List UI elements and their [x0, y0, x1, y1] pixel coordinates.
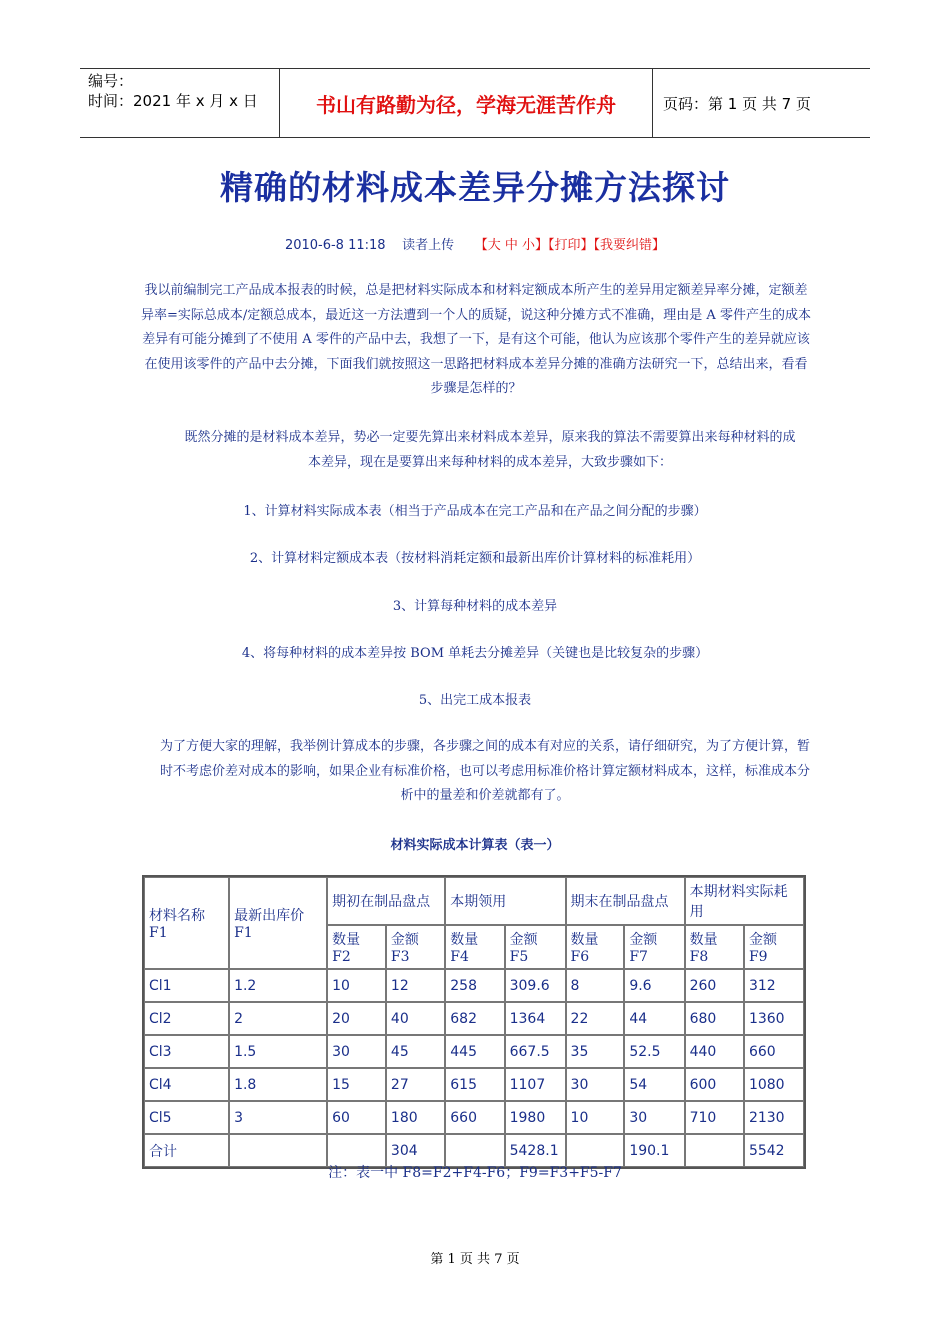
step-5: 5、出完工成本报表	[418, 693, 532, 708]
table-cell: 440	[685, 1035, 744, 1068]
page-header	[80, 68, 870, 138]
page-footer: 第 1 页 共 7 页	[430, 1252, 520, 1267]
table-cell: 5542	[744, 1134, 804, 1167]
table-cell: 2	[229, 1002, 327, 1035]
table-cell: 1080	[744, 1068, 804, 1101]
report-error-link[interactable]: 【我要纠错】	[593, 238, 666, 253]
header-closing-wip: 期末在制品盘点	[566, 877, 685, 925]
table-cell: 600	[685, 1068, 744, 1101]
table-cell: 667.5	[505, 1035, 566, 1068]
table-cell: 1.2	[229, 969, 327, 1002]
header-cell: 金额 F3	[386, 925, 445, 969]
table-cell: 1980	[505, 1101, 566, 1134]
number-label: 编号：	[88, 72, 134, 90]
table-cell: 合计	[144, 1134, 229, 1167]
table-cell: 9.6	[624, 969, 684, 1002]
paragraph-3: 为了方便大家的理解，我举例计算成本的步骤，各步骤之间的成本有对应的关系，请仔细研究，为了方便计算，暂时不考虑价差对成本的影响，如果企业有标准价格，也可以考虑用标准价格计算定额材料成本，这样，标准成本分析中的量差和价差就都有了。	[160, 739, 811, 803]
table-cell: 44	[624, 1002, 684, 1035]
table-cell: 260	[685, 969, 744, 1002]
table-cell: 3	[229, 1101, 327, 1134]
header-actual-usage: 本期材料实际耗用	[685, 877, 804, 925]
table-cell: 27	[386, 1068, 445, 1101]
table-cell: 660	[445, 1101, 504, 1134]
table-cell: 10	[327, 969, 386, 1002]
step-1: 1、计算材料实际成本表（相当于产品成本在完工产品和在产品之间分配的步骤）	[243, 504, 707, 519]
table-row	[144, 1002, 804, 1035]
table-cell: 30	[566, 1068, 625, 1101]
table-cell: 5428.1	[505, 1134, 566, 1167]
table-cell: 190.1	[624, 1134, 684, 1167]
table-cell: 258	[445, 969, 504, 1002]
table-cell: Cl4	[144, 1068, 229, 1101]
article-source: 读者上传	[402, 238, 455, 253]
table-cell: 54	[624, 1068, 684, 1101]
step-2: 2、计算材料定额成本表（按材料消耗定额和最新出库价计算材料的标准耗用）	[249, 551, 701, 566]
paragraph-1: 我以前编制完工产品成本报表的时候，总是把材料实际成本和材料定额成本所产生的差异用定额差异率分摊，定额差异率=实际总成本/定额总成本，最近这一方法遭到一个人的质疑，说这种分摊方式不准确，理由是 A 零件产生的成本差异有可能分摊到了不使用 A 零件的产品中去，我想了一下，是有这个可能，他认为应该那个零件产生的差异就应该在使用该零件的产品中去分摊，下面我们就按照这一思路把材料成本差异分摊的准确方法研究一下，总结出来，看看步骤是怎样的？	[141, 283, 811, 396]
header-cell: 数量 F4	[445, 925, 504, 969]
table-cell: 35	[566, 1035, 625, 1068]
header-period-issue: 本期领用	[445, 877, 565, 925]
font-size-links[interactable]: 【大 中 小】	[474, 238, 549, 253]
table-cell: 615	[445, 1068, 504, 1101]
table-cell: 15	[327, 1068, 386, 1101]
table-row	[144, 1068, 804, 1101]
table-cell: 2130	[744, 1101, 804, 1134]
article-meta	[0, 234, 950, 253]
step-3: 3、计算每种材料的成本差异	[392, 599, 558, 614]
table-header-row	[144, 877, 804, 925]
material-cost-table	[142, 875, 806, 1169]
header-cell: 金额 F9	[744, 925, 804, 969]
header-cell: 数量 F6	[566, 925, 625, 969]
table-cell: 1360	[744, 1002, 804, 1035]
table-row	[144, 1035, 804, 1068]
table-row	[144, 969, 804, 1002]
paragraph-2: 既然分摊的是材料成本差异，势必一定要先算出来材料成本差异，原来我的算法不需要算出来每种材料的成本差异，现在是要算出来每种材料的成本差异，大致步骤如下：	[184, 430, 796, 470]
table-cell: 445	[445, 1035, 504, 1068]
table-cell: 8	[566, 969, 625, 1002]
table-cell: 660	[744, 1035, 804, 1068]
article-date: 2010-6-8 11:18	[284, 238, 386, 253]
table-row	[144, 1101, 804, 1134]
table-cell: 682	[445, 1002, 504, 1035]
table-note: 注：表一中 F8=F2+F4-F6；F9=F3+F5-F7	[328, 1165, 622, 1181]
header-cell: 数量 F8	[685, 925, 744, 969]
table-cell: 1107	[505, 1068, 566, 1101]
table-cell: 10	[566, 1101, 625, 1134]
table-cell: 20	[327, 1002, 386, 1035]
time-label: 时间：2021 年 x 月 x 日	[88, 92, 258, 110]
table-cell: 52.5	[624, 1035, 684, 1068]
table-cell: Cl3	[144, 1035, 229, 1068]
table-cell: 680	[685, 1002, 744, 1035]
header-cell: 金额 F7	[624, 925, 684, 969]
table-cell: 22	[566, 1002, 625, 1035]
header-latest-price: 最新出库价 F1	[229, 877, 327, 969]
article-title: 精确的材料成本差异分摊方法探讨	[220, 168, 730, 207]
table-cell: 312	[744, 969, 804, 1002]
header-cell: 金额 F5	[505, 925, 566, 969]
table-cell: 304	[386, 1134, 445, 1167]
step-4: 4、将每种材料的成本差异按 BOM 单耗去分摊差异（关键也是比较复杂的步骤）	[241, 646, 709, 661]
print-link[interactable]: 【打印】	[548, 238, 594, 253]
table-cell: Cl2	[144, 1002, 229, 1035]
table-cell: 60	[327, 1101, 386, 1134]
table-cell: 1.8	[229, 1068, 327, 1101]
table-cell: Cl5	[144, 1101, 229, 1134]
table-cell: 710	[685, 1101, 744, 1134]
table-cell: 12	[386, 969, 445, 1002]
header-cell: 数量 F2	[327, 925, 386, 969]
table-cell: 45	[386, 1035, 445, 1068]
table-cell: Cl1	[144, 969, 229, 1002]
header-opening-wip: 期初在制品盘点	[327, 877, 445, 925]
table-caption: 材料实际成本计算表（表一）	[390, 838, 560, 853]
table-cell: 309.6	[505, 969, 566, 1002]
header-motto: 书山有路勤为径，学海无涯苦作舟	[280, 69, 653, 137]
header-page-info: 页码：第 1 页 共 7 页	[663, 94, 811, 113]
table-cell: 1364	[505, 1002, 566, 1035]
table-cell: 1.5	[229, 1035, 327, 1068]
table-cell: 40	[386, 1002, 445, 1035]
header-meta	[80, 69, 280, 137]
table-cell: 30	[327, 1035, 386, 1068]
header-material-name: 材料名称 F1	[144, 877, 229, 969]
table-cell: 180	[386, 1101, 445, 1134]
table-cell: 30	[624, 1101, 684, 1134]
